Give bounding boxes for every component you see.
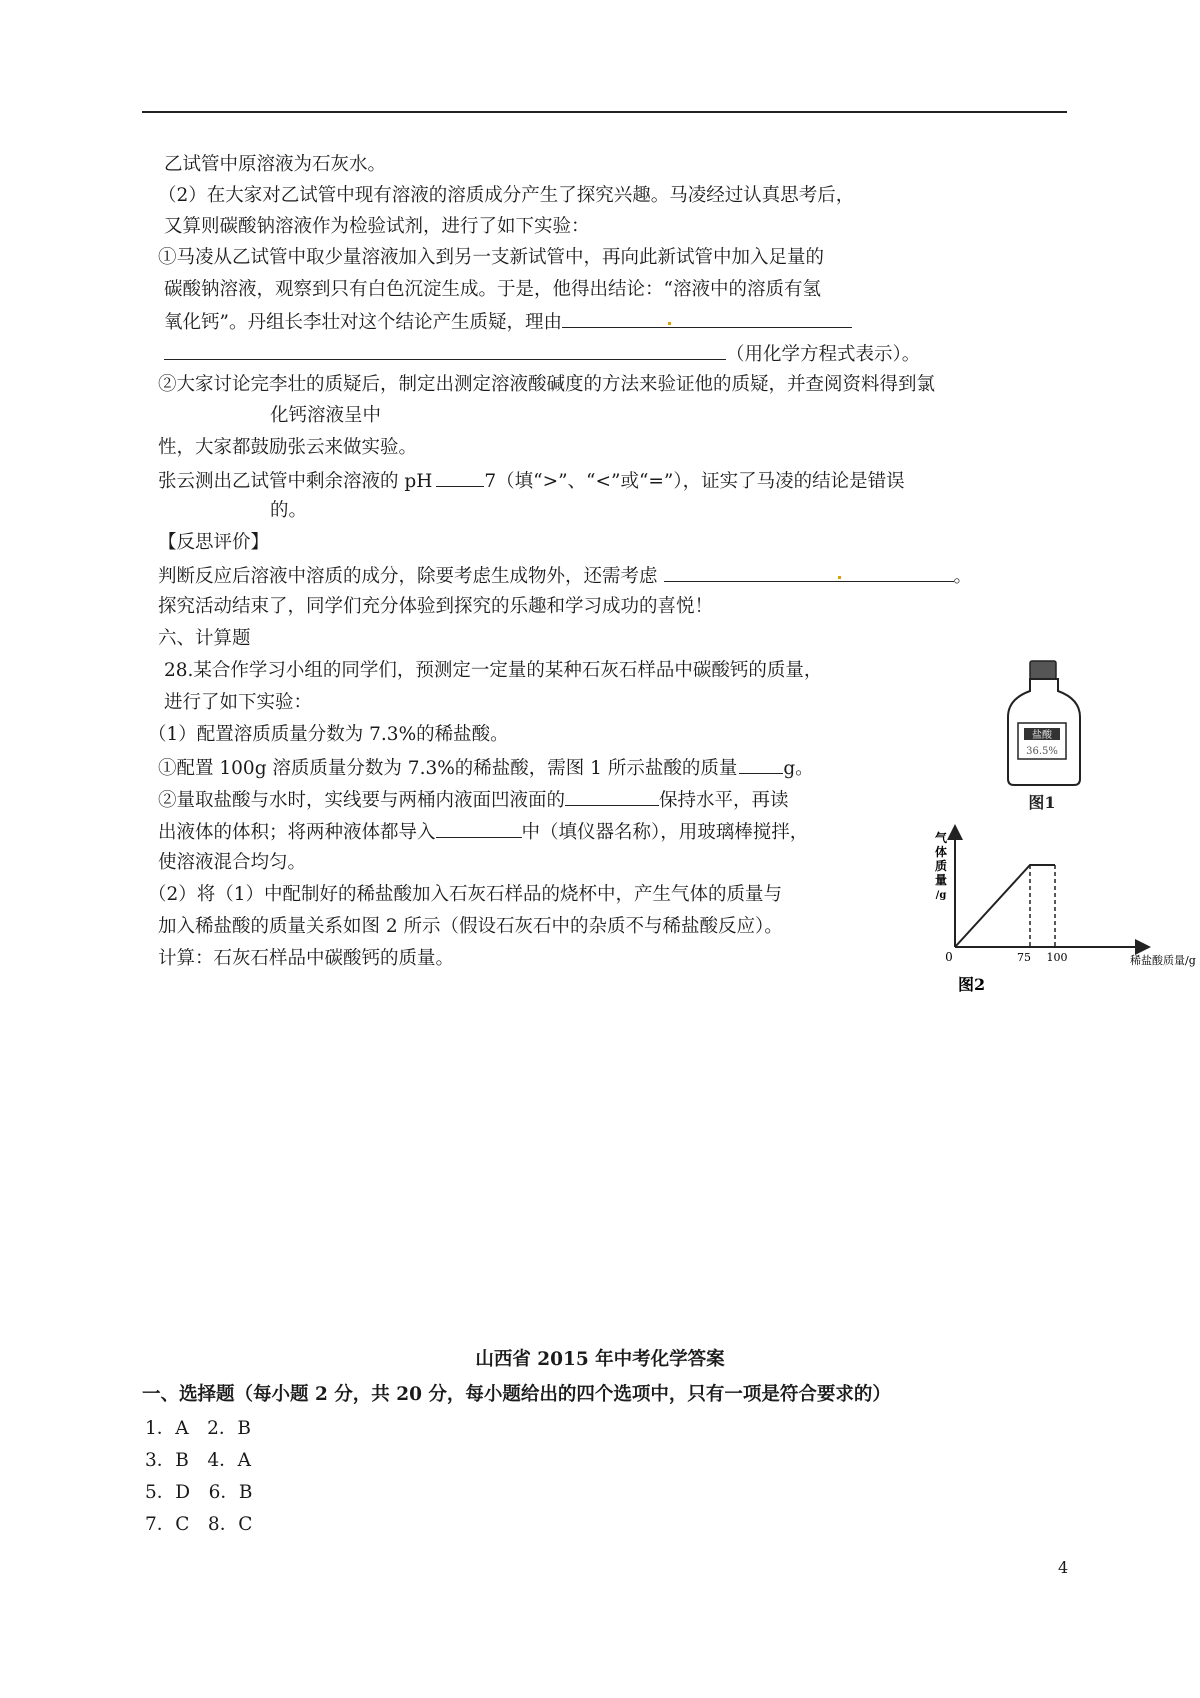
answer-row: 3．B 4．A [145, 1450, 251, 1471]
line-3: 又算则碳酸钠溶液作为检验试剂，进行了如下实验： [164, 216, 590, 237]
section-reflection: 【反思评价】 [158, 532, 270, 553]
answer-blank-ph[interactable] [436, 468, 484, 487]
line-20-text-b: g。 [783, 758, 814, 779]
line-6 [164, 309, 852, 335]
answer-title: 山西省 2015 年中考化学答案 [475, 1349, 725, 1370]
line-22-text-a: 出液体的体积；将两种液体都导入 [158, 822, 436, 843]
data-line [955, 865, 1055, 947]
line-22-text-b: 中（填仪器名称），用玻璃棒搅拌， [521, 822, 809, 843]
bottle-label-name: 盐酸 [1032, 730, 1052, 741]
line-8: ②大家讨论完李壮的质疑后，制定出测定溶液酸碱度的方法来验证他的质疑，并查阅资料得到氯 [158, 374, 936, 395]
x-tick-label: 75 [1017, 951, 1031, 964]
answer-blank-level[interactable] [565, 787, 659, 806]
line-5: 碳酸钠溶液，观察到只有白色沉淀生成。于是，他得出结论：“溶液中的溶质有氢 [164, 279, 821, 300]
answer-blank-equation[interactable] [164, 341, 726, 360]
section-calculation: 六、计算题 [158, 628, 251, 649]
answer-blank-consider[interactable] [664, 563, 954, 582]
figure-2-chart [925, 820, 1196, 995]
answer-section-heading: 一、选择题（每小题 2 分，共 20 分，每小题给出的四个选项中，只有一项是符合要求的） [142, 1384, 891, 1405]
line-25: 加入稀盐酸的质量关系如图 2 所示（假设石灰石中的杂质不与稀盐酸反应）。 [158, 916, 783, 937]
line-2: （2）在大家对乙试管中现有溶液的溶质成分产生了探究兴趣。马凌经过认真思考后， [158, 185, 855, 206]
line-4: ①马凌从乙试管中取少量溶液加入到另一支新试管中，再向此新试管中加入足量的 [158, 247, 825, 268]
line-10: 性，大家都鼓励张云来做实验。 [158, 437, 418, 458]
line-11-text-b: 7（填“>”、“<”或“=”），证实了马凌的结论是错误 [484, 471, 905, 492]
y-axis-label-char: 气 [934, 831, 948, 845]
answer-row: 5．D 6．B [145, 1482, 253, 1503]
line-7 [164, 341, 920, 367]
line-11 [158, 468, 905, 494]
line-26: 计算：石灰石样品中碳酸钙的质量。 [158, 948, 455, 969]
line-7-text: （用化学方程式表示）。 [726, 344, 921, 365]
x-axis-label: 稀盐酸质量/g [1130, 954, 1196, 967]
line-21-text-a: ②量取盐酸与水时，实线要与两桶内液面凹液面的 [158, 790, 566, 811]
answer-blank-mass[interactable] [739, 755, 783, 774]
line-6-text: 氧化钙”。丹组长李壮对这个结论产生质疑，理由 [164, 312, 562, 333]
header-rule [142, 111, 1067, 113]
line-11-text-a: 张云测出乙试管中剩余溶液的 pH [158, 471, 433, 492]
y-axis-label-char: 质 [934, 859, 948, 873]
page-number: 4 [1058, 1558, 1069, 1577]
line-21 [158, 787, 789, 813]
line-12: 的。 [270, 500, 308, 521]
y-axis-label [935, 830, 948, 901]
line-14-text-b: 。 [953, 566, 973, 587]
figure-1-bottle [1000, 655, 1090, 815]
line-14-text-a: 判断反应后溶液中溶质的成分，除要考虑生成物外，还需考虑 [158, 566, 658, 587]
figure-2-caption: 图2 [958, 975, 986, 994]
y-axis-label-char: 体 [934, 845, 948, 859]
answer-row: 7．C 8．C [145, 1514, 253, 1535]
y-axis-label-char: 量 [934, 873, 948, 887]
line-20-text-a: ①配置 100g 溶质质量分数为 7.3%的稀盐酸，需图 1 所示盐酸的质量 [158, 758, 738, 779]
line-18: 进行了如下实验： [164, 692, 313, 713]
line-1: 乙试管中原溶液为石灰水。 [164, 154, 387, 175]
x-tick-label: 100 [1046, 951, 1068, 964]
origin-label: 0 [945, 950, 953, 964]
line-22 [158, 819, 808, 845]
line-9: 化钙溶液呈中 [270, 405, 382, 426]
line-14 [158, 563, 972, 589]
line-19: （1）配置溶质质量分数为 7.3%的稀盐酸。 [148, 724, 509, 745]
figure-1-caption: 图1 [1028, 793, 1056, 812]
line-20 [158, 755, 814, 781]
bottle-label-concentration: 36.5% [1026, 746, 1058, 757]
answer-blank-instrument[interactable] [436, 819, 522, 838]
line-24: （2）将（1）中配制好的稀盐酸加入石灰石样品的烧杯中，产生气体的质量与 [148, 884, 783, 905]
y-axis-label-char: /g [935, 890, 947, 901]
answer-blank-reason[interactable] [562, 309, 852, 328]
answer-row: 1．A 2．B [145, 1418, 251, 1439]
line-21-text-b: 保持水平，再读 [659, 790, 789, 811]
line-23: 使溶液混合均匀。 [158, 852, 307, 873]
line-17: 28.某合作学习小组的同学们，预测定一定量的某种石灰石样品中碳酸钙的质量， [164, 660, 823, 681]
line-15: 探究活动结束了，同学们充分体验到探究的乐趣和学习成功的喜悦！ [158, 596, 714, 617]
